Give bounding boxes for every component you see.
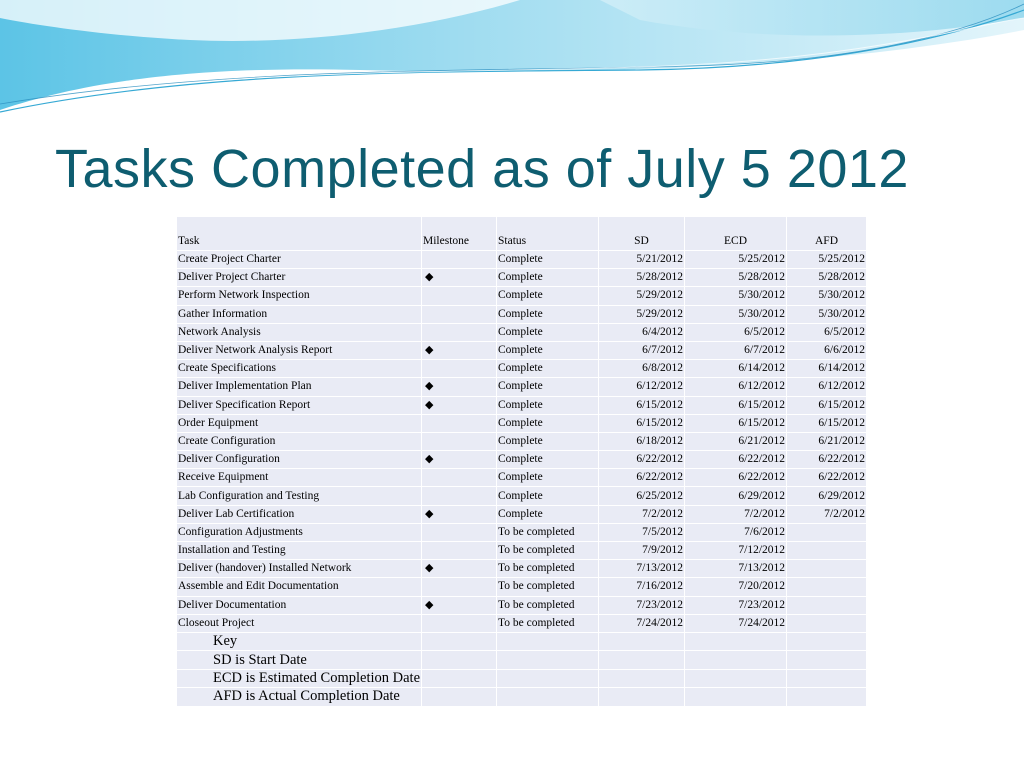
- cell-afd: [787, 614, 867, 632]
- key-empty-cell: [497, 632, 599, 650]
- table-row: [177, 305, 867, 323]
- cell-afd: 6/5/2012: [787, 323, 867, 341]
- milestone-diamond-icon: [422, 487, 497, 505]
- header-milestone: Milestone: [422, 217, 497, 251]
- cell-afd: 6/15/2012: [787, 396, 867, 414]
- key-row: [177, 632, 867, 650]
- header-status: Status: [497, 217, 599, 251]
- cell-task: Configuration Adjustments: [177, 523, 422, 541]
- cell-ecd: 5/30/2012: [685, 287, 787, 305]
- key-empty-cell: [599, 651, 685, 669]
- cell-ecd: 6/21/2012: [685, 432, 787, 450]
- cell-sd: 6/8/2012: [599, 360, 685, 378]
- cell-sd: 6/15/2012: [599, 396, 685, 414]
- cell-ecd: 7/23/2012: [685, 596, 787, 614]
- key-empty-cell: [422, 651, 497, 669]
- cell-afd: [787, 542, 867, 560]
- page-title: Tasks Completed as of July 5 2012: [55, 139, 909, 199]
- table-row: [177, 287, 867, 305]
- cell-afd: 5/25/2012: [787, 251, 867, 269]
- cell-task: Create Configuration: [177, 432, 422, 450]
- cell-status: Complete: [497, 414, 599, 432]
- cell-task: Closeout Project: [177, 614, 422, 632]
- cell-task: Receive Equipment: [177, 469, 422, 487]
- cell-afd: 6/22/2012: [787, 469, 867, 487]
- header-sd: SD: [599, 217, 685, 251]
- cell-afd: 6/15/2012: [787, 414, 867, 432]
- cell-ecd: 5/28/2012: [685, 269, 787, 287]
- key-item: SD is Start Date: [177, 651, 422, 669]
- table-row: [177, 578, 867, 596]
- header-ecd: ECD: [685, 217, 787, 251]
- cell-task: Deliver Implementation Plan: [177, 378, 422, 396]
- cell-sd: 6/18/2012: [599, 432, 685, 450]
- cell-task: Create Specifications: [177, 360, 422, 378]
- cell-task: Order Equipment: [177, 414, 422, 432]
- cell-sd: 6/12/2012: [599, 378, 685, 396]
- cell-afd: 6/6/2012: [787, 341, 867, 359]
- table-row: [177, 451, 867, 469]
- key-empty-cell: [422, 688, 497, 706]
- milestone-diamond-icon: [422, 432, 497, 450]
- cell-ecd: 7/12/2012: [685, 542, 787, 560]
- table-row: [177, 323, 867, 341]
- cell-afd: 7/2/2012: [787, 505, 867, 523]
- milestone-diamond-icon: ◆: [422, 341, 497, 359]
- milestone-diamond-icon: [422, 251, 497, 269]
- cell-sd: 6/22/2012: [599, 469, 685, 487]
- cell-sd: 6/4/2012: [599, 323, 685, 341]
- key-empty-cell: [497, 688, 599, 706]
- milestone-diamond-icon: [422, 542, 497, 560]
- cell-ecd: 6/29/2012: [685, 487, 787, 505]
- table-row: [177, 396, 867, 414]
- cell-status: Complete: [497, 251, 599, 269]
- milestone-diamond-icon: ◆: [422, 505, 497, 523]
- cell-afd: 5/30/2012: [787, 287, 867, 305]
- key-empty-cell: [599, 688, 685, 706]
- cell-task: Deliver Network Analysis Report: [177, 341, 422, 359]
- cell-afd: [787, 578, 867, 596]
- table-row: [177, 596, 867, 614]
- milestone-diamond-icon: [422, 469, 497, 487]
- key-empty-cell: [787, 669, 867, 687]
- cell-task: Deliver Documentation: [177, 596, 422, 614]
- key-empty-cell: [422, 669, 497, 687]
- cell-sd: 6/7/2012: [599, 341, 685, 359]
- table-row: [177, 432, 867, 450]
- cell-afd: 6/12/2012: [787, 378, 867, 396]
- key-empty-cell: [787, 651, 867, 669]
- cell-afd: 6/14/2012: [787, 360, 867, 378]
- cell-status: Complete: [497, 341, 599, 359]
- table-row: [177, 487, 867, 505]
- table-row: [177, 414, 867, 432]
- cell-status: Complete: [497, 432, 599, 450]
- cell-status: Complete: [497, 505, 599, 523]
- cell-ecd: 7/20/2012: [685, 578, 787, 596]
- cell-status: To be completed: [497, 542, 599, 560]
- cell-afd: [787, 596, 867, 614]
- key-empty-cell: [497, 651, 599, 669]
- cell-afd: [787, 523, 867, 541]
- cell-afd: 5/28/2012: [787, 269, 867, 287]
- cell-status: Complete: [497, 396, 599, 414]
- key-empty-cell: [685, 651, 787, 669]
- milestone-diamond-icon: ◆: [422, 596, 497, 614]
- cell-afd: 5/30/2012: [787, 305, 867, 323]
- milestone-diamond-icon: [422, 614, 497, 632]
- cell-status: Complete: [497, 323, 599, 341]
- cell-status: Complete: [497, 305, 599, 323]
- cell-ecd: 6/22/2012: [685, 469, 787, 487]
- table-row: [177, 560, 867, 578]
- header-afd: AFD: [787, 217, 867, 251]
- cell-task: Deliver Project Charter: [177, 269, 422, 287]
- cell-ecd: 7/13/2012: [685, 560, 787, 578]
- cell-sd: 5/28/2012: [599, 269, 685, 287]
- cell-status: To be completed: [497, 596, 599, 614]
- key-empty-cell: [787, 632, 867, 650]
- milestone-diamond-icon: [422, 287, 497, 305]
- cell-status: Complete: [497, 487, 599, 505]
- milestone-diamond-icon: [422, 578, 497, 596]
- key-row: [177, 688, 867, 706]
- milestone-diamond-icon: ◆: [422, 269, 497, 287]
- cell-task: Network Analysis: [177, 323, 422, 341]
- cell-status: Complete: [497, 360, 599, 378]
- cell-afd: [787, 560, 867, 578]
- cell-ecd: 5/30/2012: [685, 305, 787, 323]
- milestone-diamond-icon: [422, 305, 497, 323]
- cell-ecd: 6/12/2012: [685, 378, 787, 396]
- cell-task: Gather Information: [177, 305, 422, 323]
- key-item: ECD is Estimated Completion Date: [177, 669, 422, 687]
- key-empty-cell: [685, 632, 787, 650]
- cell-task: Lab Configuration and Testing: [177, 487, 422, 505]
- milestone-diamond-icon: ◆: [422, 451, 497, 469]
- table-row: [177, 269, 867, 287]
- cell-status: Complete: [497, 378, 599, 396]
- key-empty-cell: [599, 669, 685, 687]
- cell-status: To be completed: [497, 614, 599, 632]
- milestone-diamond-icon: [422, 323, 497, 341]
- cell-status: To be completed: [497, 578, 599, 596]
- key-item: AFD is Actual Completion Date: [177, 688, 422, 706]
- table-row: [177, 360, 867, 378]
- cell-status: Complete: [497, 469, 599, 487]
- cell-sd: 7/13/2012: [599, 560, 685, 578]
- cell-task: Create Project Charter: [177, 251, 422, 269]
- cell-sd: 7/5/2012: [599, 523, 685, 541]
- cell-sd: 7/23/2012: [599, 596, 685, 614]
- cell-ecd: 6/15/2012: [685, 414, 787, 432]
- cell-ecd: 6/14/2012: [685, 360, 787, 378]
- cell-afd: 6/21/2012: [787, 432, 867, 450]
- cell-sd: 5/21/2012: [599, 251, 685, 269]
- cell-afd: 6/22/2012: [787, 451, 867, 469]
- cell-sd: 7/2/2012: [599, 505, 685, 523]
- key-empty-cell: [422, 632, 497, 650]
- cell-status: To be completed: [497, 523, 599, 541]
- cell-afd: 6/29/2012: [787, 487, 867, 505]
- table-row: [177, 378, 867, 396]
- table-row: [177, 542, 867, 560]
- table-row: [177, 341, 867, 359]
- milestone-diamond-icon: ◆: [422, 396, 497, 414]
- key-empty-cell: [685, 669, 787, 687]
- cell-ecd: 7/6/2012: [685, 523, 787, 541]
- table-header-row: [177, 217, 867, 251]
- cell-status: Complete: [497, 287, 599, 305]
- milestone-diamond-icon: [422, 360, 497, 378]
- cell-sd: 7/9/2012: [599, 542, 685, 560]
- cell-ecd: 6/15/2012: [685, 396, 787, 414]
- table-row: [177, 251, 867, 269]
- table-row: [177, 469, 867, 487]
- cell-sd: 7/24/2012: [599, 614, 685, 632]
- table-row: [177, 614, 867, 632]
- cell-task: Assemble and Edit Documentation: [177, 578, 422, 596]
- milestone-diamond-icon: [422, 414, 497, 432]
- cell-sd: 5/29/2012: [599, 305, 685, 323]
- milestone-diamond-icon: ◆: [422, 560, 497, 578]
- cell-task: Deliver Configuration: [177, 451, 422, 469]
- cell-task: Deliver Lab Certification: [177, 505, 422, 523]
- cell-status: Complete: [497, 269, 599, 287]
- cell-ecd: 7/24/2012: [685, 614, 787, 632]
- key-row: [177, 669, 867, 687]
- key-row: [177, 651, 867, 669]
- cell-sd: 6/22/2012: [599, 451, 685, 469]
- tasks-table-container: [176, 216, 867, 707]
- cell-task: Deliver (handover) Installed Network: [177, 560, 422, 578]
- table-row: [177, 523, 867, 541]
- cell-task: Perform Network Inspection: [177, 287, 422, 305]
- cell-ecd: 6/5/2012: [685, 323, 787, 341]
- cell-sd: 6/15/2012: [599, 414, 685, 432]
- key-empty-cell: [787, 688, 867, 706]
- key-heading: Key: [177, 632, 422, 650]
- milestone-diamond-icon: [422, 523, 497, 541]
- cell-ecd: 6/7/2012: [685, 341, 787, 359]
- cell-ecd: 6/22/2012: [685, 451, 787, 469]
- cell-ecd: 5/25/2012: [685, 251, 787, 269]
- milestone-diamond-icon: ◆: [422, 378, 497, 396]
- header-wave-decoration: [0, 0, 1024, 120]
- cell-ecd: 7/2/2012: [685, 505, 787, 523]
- cell-sd: 6/25/2012: [599, 487, 685, 505]
- cell-task: Deliver Specification Report: [177, 396, 422, 414]
- key-empty-cell: [599, 632, 685, 650]
- key-empty-cell: [497, 669, 599, 687]
- cell-status: To be completed: [497, 560, 599, 578]
- cell-status: Complete: [497, 451, 599, 469]
- tasks-table: [176, 216, 867, 707]
- table-row: [177, 505, 867, 523]
- cell-task: Installation and Testing: [177, 542, 422, 560]
- cell-sd: 7/16/2012: [599, 578, 685, 596]
- key-empty-cell: [685, 688, 787, 706]
- header-task: Task: [177, 217, 422, 251]
- cell-sd: 5/29/2012: [599, 287, 685, 305]
